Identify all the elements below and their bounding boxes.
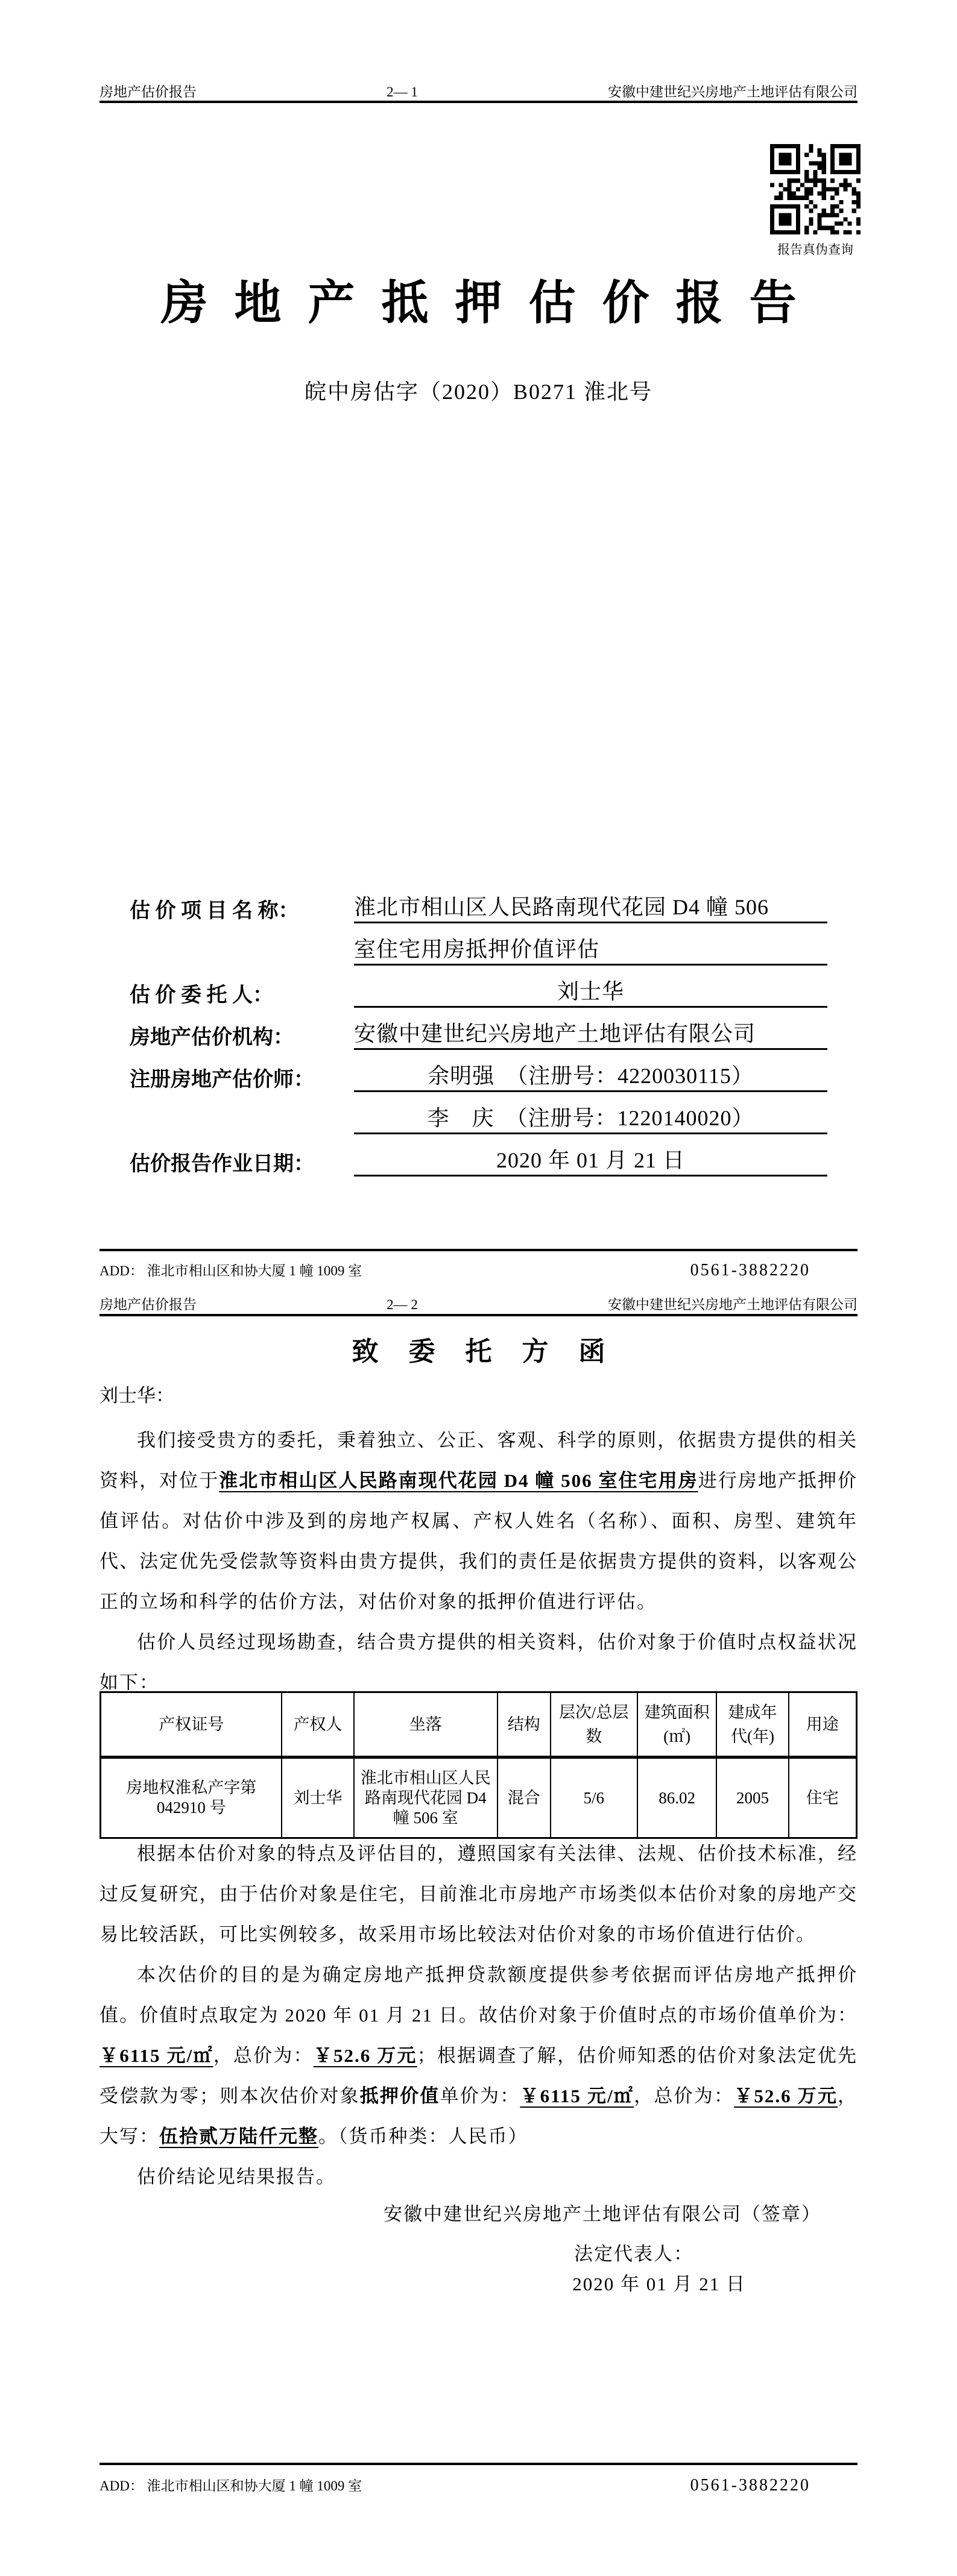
signature-company: 安徽中建世纪兴房地产土地评估有限公司（签章）	[384, 2204, 821, 2225]
footer-address: ADD： 淮北市相山区和协大厦 1 幢 1009 室	[99, 2478, 362, 2493]
field-value: 刘士华	[354, 978, 827, 1008]
report-title: 房地产抵押估价报告	[160, 277, 823, 329]
field-value: 淮北市相山区人民路南现代花园 D4 幢 506	[354, 893, 827, 923]
field-value: 李 庆 （注册号：1220140020）	[354, 1104, 827, 1134]
paragraph	[99, 1955, 858, 2157]
cell-use: 住宅	[789, 1758, 857, 1838]
page2-running-footer	[99, 2475, 858, 2495]
cell-area: 86.02	[637, 1758, 717, 1838]
letter-body-before-table	[99, 1420, 858, 1703]
col-owner: 产权人	[282, 1692, 353, 1758]
col-year-built: 建成年代(年)	[716, 1692, 788, 1758]
text-run: ￥52.6 万元	[313, 2045, 417, 2066]
text-run: 伍拾贰万陆仟元整	[159, 2126, 318, 2147]
field-project-name	[130, 881, 827, 923]
text-run: 估价人员经过现场勘查，结合贵方提供的相关资料，估价对象于价值时点权益状况如下：	[99, 1632, 858, 1693]
field-appraiser-2	[130, 1092, 827, 1134]
col-use: 用途	[789, 1692, 857, 1758]
cover-info-fields	[130, 881, 827, 1176]
field-project-name-line2	[130, 923, 827, 966]
text-run: ，总价为：	[213, 2045, 314, 2066]
property-rights-table	[99, 1691, 858, 1839]
paragraph	[99, 2157, 858, 2197]
field-value: 余明强 （注册号：4220030115）	[354, 1062, 827, 1092]
field-client	[130, 966, 827, 1008]
signature-legal-representative: 法定代表人：	[574, 2243, 693, 2264]
col-area: 建筑面积(㎡)	[637, 1692, 717, 1758]
text-run: ￥52.6 万元	[734, 2085, 838, 2106]
text-run: ；根据调查了解，估价师知悉的估价对象法定优先受偿款为零；则本次估价对象	[99, 2045, 858, 2106]
letter-body-after-table	[99, 1833, 858, 2197]
qr-code-svg	[770, 144, 861, 234]
report-doc-number: 皖中房估字（2020）B0271 淮北号	[304, 380, 652, 404]
col-certificate-no: 产权证号	[101, 1692, 282, 1758]
field-label: 估 价 委 托 人：	[130, 984, 273, 1007]
text-run: 估价结论见结果报告。	[137, 2166, 336, 2187]
field-report-date	[130, 1134, 827, 1176]
footer-phone: 0561-3882220	[690, 2476, 810, 2495]
text-run: ￥6115 元/㎡	[520, 2085, 634, 2106]
cell-location: 淮北市相山区人民路南现代花园 D4 幢 506 室	[354, 1758, 497, 1838]
header-doc-type: 房地产估价报告	[99, 84, 197, 99]
page2-running-header	[99, 1293, 858, 1313]
text-run: ，大写：	[99, 2085, 858, 2147]
signature-date: 2020 年 01 月 21 日	[572, 2273, 746, 2295]
field-appraisal-agency	[130, 1008, 827, 1050]
cell-owner: 刘士华	[282, 1758, 353, 1838]
text-run: ，总价为：	[634, 2085, 734, 2106]
cell-year-built: 2005	[716, 1758, 788, 1838]
letter-salutation: 刘士华：	[99, 1385, 174, 1406]
field-label: 房地产估价机构：	[130, 1026, 294, 1049]
field-value: 安徽中建世纪兴房地产土地评估有限公司	[354, 1020, 827, 1050]
header-company-name: 安徽中建世纪兴房地产土地评估有限公司	[608, 1297, 858, 1312]
field-label: 估 价 项 目 名 称：	[130, 900, 299, 922]
text-run: 根据本估价对象的特点及评估目的，遵照国家有关法律、法规、估价技术标准，经过反复研究，由于估价对象是住宅，目前淮北市房地产市场类似本估价对象的房地产交易比较活跃，可比实例较多，故采用市场比较法对估价对象的市场价值进行估价。	[99, 1843, 858, 1945]
header-page-number: 2— 2	[387, 1297, 418, 1312]
col-location: 坐落	[354, 1692, 497, 1758]
field-value: 2020 年 01 月 21 日	[354, 1146, 827, 1176]
table-data-row	[101, 1758, 857, 1838]
paragraph	[99, 1622, 858, 1703]
text-run: 抵押价值	[359, 2085, 440, 2106]
field-value: 室住宅用房抵押价值评估	[354, 935, 827, 966]
paragraph	[99, 1420, 858, 1622]
footer-phone: 0561-3882220	[690, 1261, 810, 1280]
table-header-row	[101, 1692, 857, 1758]
qr-caption: 报告真伪查询	[777, 242, 853, 257]
col-floor: 层次/总层数	[551, 1692, 637, 1758]
header-doc-type: 房地产估价报告	[99, 1297, 197, 1312]
page2-header-rule	[99, 1314, 858, 1316]
text-run: 。（货币种类：人民币）	[318, 2126, 528, 2147]
field-label: 注册房地产估价师：	[130, 1069, 314, 1091]
page1-running-header	[99, 81, 858, 101]
text-run: 我们接受贵方的委托，秉着独立、公正、客观、科学的原则，依据贵方提供的相关资料，对位于	[99, 1430, 858, 1491]
page1-running-footer	[99, 1260, 858, 1280]
letter-title: 致委托方函	[352, 1337, 636, 1366]
header-page-number: 2— 1	[387, 84, 418, 99]
page1-footer-rule	[99, 1249, 858, 1251]
report-verification-qr-code	[770, 144, 861, 234]
footer-address: ADD： 淮北市相山区和协大厦 1 幢 1009 室	[99, 1263, 362, 1278]
text-run: ￥6115 元/㎡	[99, 2045, 213, 2066]
cell-certificate-no: 房地权淮私产字第 042910 号	[101, 1758, 282, 1838]
paragraph	[99, 1833, 858, 1955]
cell-structure: 混合	[497, 1758, 551, 1838]
text-run: 淮北市相山区人民路南现代花园 D4 幢 506 室住宅用房	[219, 1470, 698, 1491]
text-run: 单价为：	[440, 2085, 520, 2106]
header-company-name: 安徽中建世纪兴房地产土地评估有限公司	[608, 84, 858, 99]
cell-floor: 5/6	[551, 1758, 637, 1838]
text-run: 本次估价的目的是为确定房地产抵押贷款额度提供参考依据而评估房地产抵押价值。价值时点取定为 2020 年 01 月 21 日。故估价对象于价值时点的市场价值单价为：	[99, 1964, 858, 2026]
field-appraiser-1	[130, 1050, 827, 1092]
page2-footer-rule	[99, 2463, 858, 2465]
field-label: 估价报告作业日期：	[130, 1153, 314, 1175]
text-run: 进行房地产抵押价值评估。对估价中涉及到的房地产权属、产权人姓名（名称）、面积、房型、建筑年代、法定优先受偿款等资料由贵方提供，我们的责任是依据贵方提供的资料，以客观公正的立场和科学的估价方法，对估价对象的抵押价值进行评估。	[99, 1470, 858, 1612]
page1-header-rule	[99, 101, 858, 103]
col-structure: 结构	[497, 1692, 551, 1758]
